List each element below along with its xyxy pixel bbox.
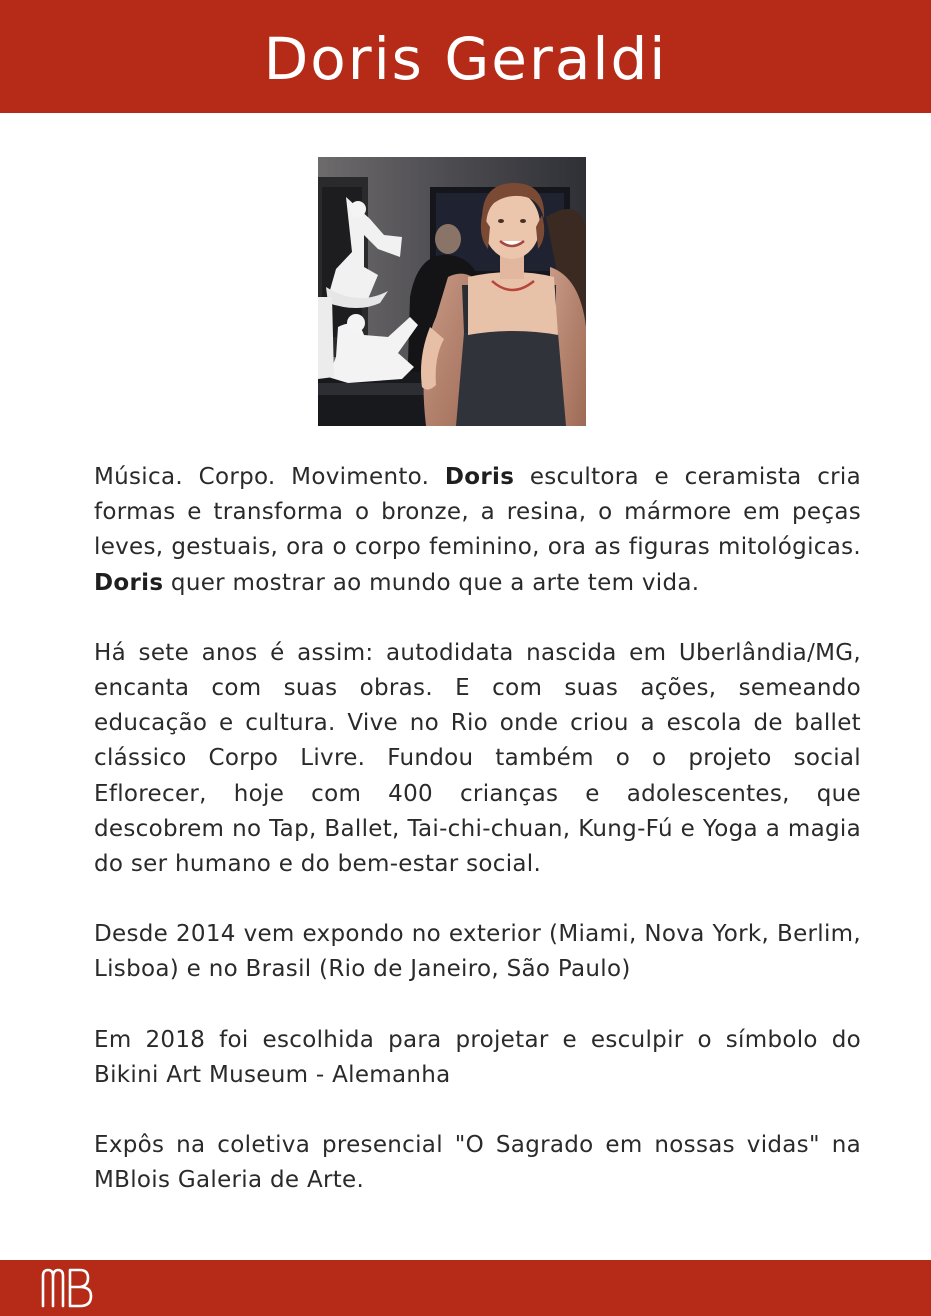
mb-logo-icon [40, 1266, 96, 1310]
artist-photo-illustration [318, 157, 586, 426]
bio-paragraph: Em 2018 foi escolhida para projetar e esculpir o símbolo do Bikini Art Museum - Alemanha [94, 1026, 861, 1088]
bio-paragraph: Desde 2014 vem expondo no exterior (Miami, Nova York, Berlim, Lisboa) e no Brasil (Rio de Janeiro, São Paulo) [94, 921, 861, 983]
header-bar [0, 0, 931, 113]
artist-name-bold: Doris [444, 464, 515, 490]
bio-paragraph: Há sete anos é assim: autodidata nascida em Uberlândia/MG, encanta com suas obras. E com suas ações, semeando educação e cultura. Vive no Rio onde criou a escola de ballet clássico Corpo Livre. Fundou também o o projeto social Eflorecer, hoje com 400 crianças e adolescentes, que descobrem no Tap, Ballet, Tai-chi-chuan, Kung-Fú e Yoga a magia do ser humano e do bem-estar social. [94, 639, 861, 878]
artist-name-bold: Doris [94, 569, 164, 596]
footer-bar [0, 1260, 931, 1316]
bio-description-text: escultora e ceramista cria formas e transforma o bronze, a resina, o mármore em peças leves, gestuais, ora o corpo feminino, ora as figuras mitológicas. [94, 464, 861, 561]
artist-portrait-photo [318, 157, 586, 426]
bio-paragraph: Expôs na coletiva presencial "O Sagrado em nossas vidas" na MBlois Galeria de Arte. [94, 1132, 861, 1194]
bio-paragraph [94, 460, 861, 601]
artist-bio [94, 460, 861, 1233]
page-title: Doris Geraldi [263, 25, 668, 93]
bio-intro-text: Música. Corpo. Movimento. [94, 464, 445, 490]
bio-closing-text: quer mostrar ao mundo que a arte tem vida. [163, 569, 700, 596]
